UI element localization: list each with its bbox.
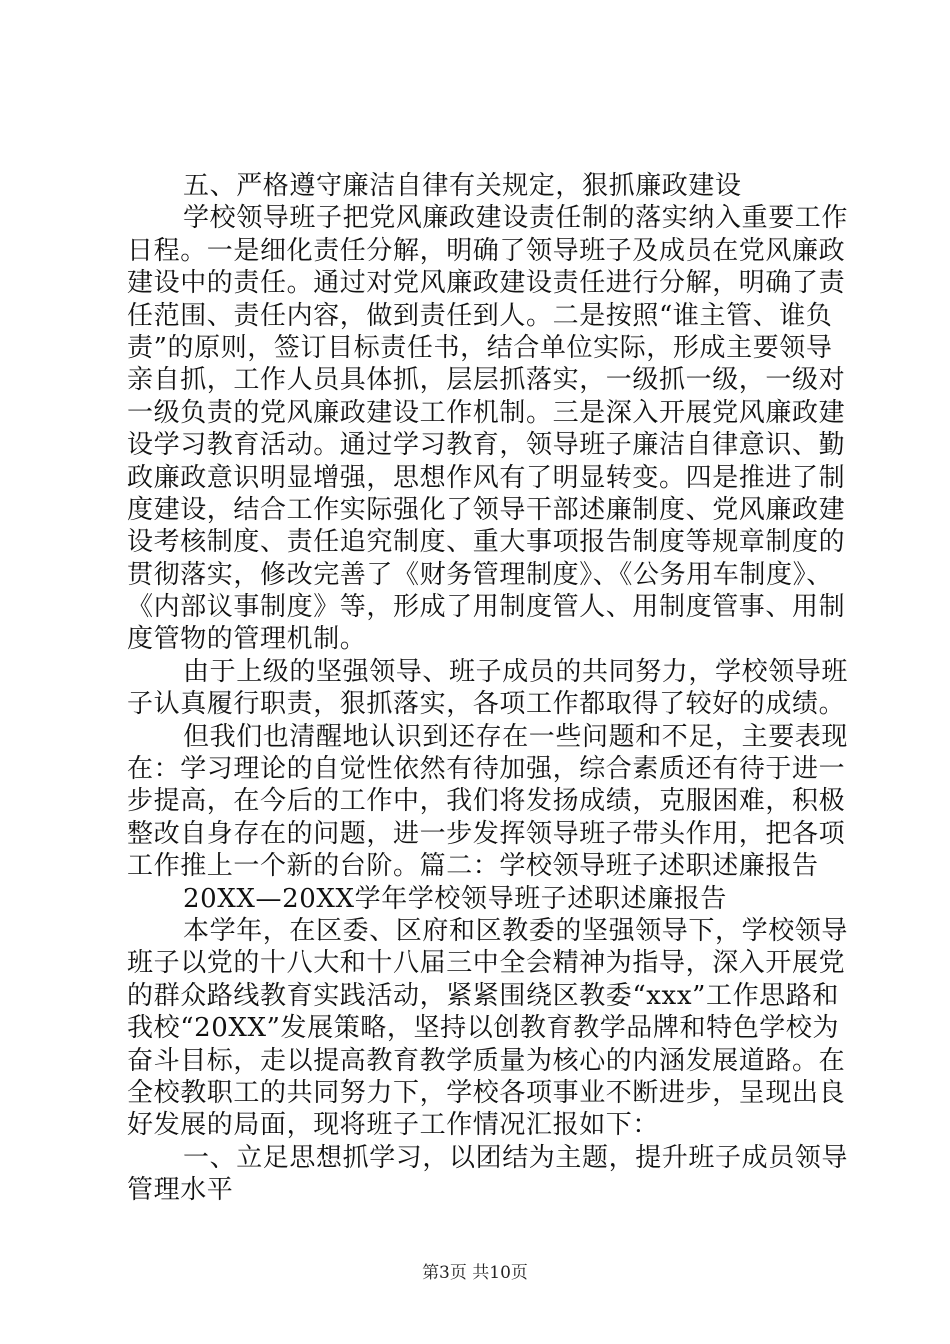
paragraph-line: 本学年，在区委、区府和区教委的坚强领导下，学校领导 (183, 915, 849, 946)
body-text (127, 170, 849, 1207)
paragraph-line: 奋斗目标，走以提高教育教学质量为核心的内涵发展道路。在 (127, 1045, 846, 1076)
paragraph-line: 设考核制度、责任追究制度、重大事项报告制度等规章制度的 (127, 527, 846, 558)
paragraph-line: 全校教职工的共同努力下，学校各项事业不断进步，呈现出良 (127, 1077, 846, 1108)
report-title: 20XX—20XX学年学校领导班子述职述廉报告 (183, 883, 728, 914)
paragraph-line: 由于上级的坚强领导、班子成员的共同努力，学校领导班 (183, 656, 849, 687)
paragraph-line: 政廉政意识明显增强，思想作风有了明显转变。四是推进了制 (127, 462, 846, 493)
paragraph-line: 亲自抓，工作人员具体抓，层层抓落实，一级抓一级，一级对 (127, 365, 846, 396)
paragraph-line: 子认真履行职责，狠抓落实，各项工作都取得了较好的成绩。 (127, 689, 846, 720)
page-number: 第3页 共10页 (422, 1263, 528, 1283)
paragraph-line: 我校“20XX”发展策略，坚持以创教育教学品牌和特色学校为 (127, 1013, 840, 1044)
paragraph-line: 班子以党的十八大和十八届三中全会精神为指导，深入开展党 (127, 948, 846, 979)
paragraph-line: 但我们也清醒地认识到还存在一些问题和不足，主要表现 (183, 721, 849, 752)
section-heading: 五、严格遵守廉洁自律有关规定，狠抓廉政建设 (183, 171, 742, 201)
paragraph-line: 步提高，在今后的工作中，我们将发扬成绩，克服困难，积极 (127, 786, 846, 817)
paragraph-line: 的群众路线教育实践活动，紧紧围绕区教委“xxx”工作思路和 (127, 980, 839, 1011)
paragraph-line: 学校领导班子把党风廉政建设责任制的落实纳入重要工作 (183, 203, 849, 234)
paragraph-line: 日程。一是细化责任分解，明确了领导班子及成员在党风廉政 (127, 235, 846, 266)
paragraph-line: 在：学习理论的自觉性依然有待加强，综合素质还有待于进一 (127, 754, 846, 785)
section-heading: 一、立足思想抓学习，以团结为主题，提升班子成员领导 (183, 1142, 849, 1173)
paragraph-line: 好发展的局面，现将班子工作情况汇报如下： (127, 1110, 660, 1141)
section-heading-continued: 管理水平 (127, 1175, 234, 1206)
paragraph-line: 度管物的管理机制。 (127, 624, 367, 655)
paragraph-line: 度建设，结合工作实际强化了领导干部述廉制度、党风廉政建 (127, 494, 846, 525)
paragraph-line: 整改自身存在的问题，进一步发挥领导班子带头作用，把各项 (127, 818, 846, 849)
paragraph-line: 工作推上一个新的台阶。篇二：学校领导班子述职述廉报告 (127, 851, 819, 882)
paragraph-line: 建设中的责任。通过对党风廉政建设责任进行分解，明确了责 (127, 268, 846, 299)
paragraph-line: 《内部议事制度》等，形成了用制度管人、用制度管事、用制 (127, 592, 846, 623)
paragraph-line: 责”的原则，签订目标责任书，结合单位实际，形成主要领导 (127, 332, 833, 363)
paragraph-line: 一级负责的党风廉政建设工作机制。三是深入开展党风廉政建 (127, 397, 846, 428)
paragraph-line: 任范围、责任内容，做到责任到人。二是按照“谁主管、谁负 (127, 300, 833, 331)
paragraph-line: 设学习教育活动。通过学习教育，领导班子廉洁自律意识、勤 (127, 430, 846, 461)
paragraph-line: 贯彻落实，修改完善了《财务管理制度》、《公务用车制度》、 (127, 559, 833, 590)
